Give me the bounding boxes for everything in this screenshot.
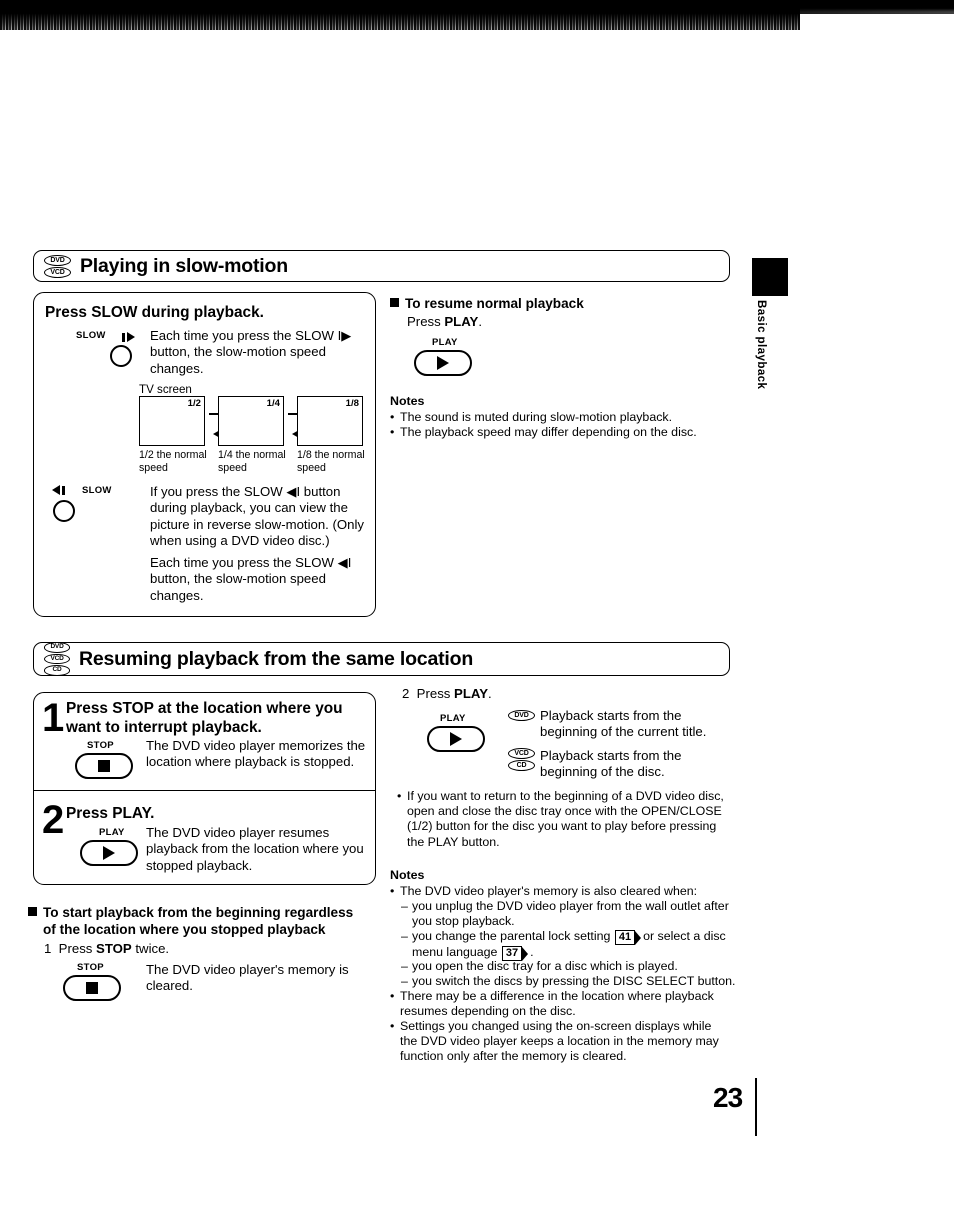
play-button[interactable] <box>427 726 485 752</box>
play-button-label: PLAY <box>432 337 458 348</box>
play-triangle-icon <box>450 732 462 746</box>
slow-reverse-label: SLOW <box>82 485 112 496</box>
play-triangle-icon <box>437 356 449 370</box>
step-description: The DVD video player resumes playback from the location where you stopped playback. <box>146 825 364 873</box>
slow-reverse-text-2: Each time you press the SLOW ◀I button, the slow-motion speed changes. <box>150 555 352 603</box>
disc-badge-dvd: DVD <box>508 710 535 721</box>
note-item: • There may be a difference in the location where playback resumes depending on the disc. <box>390 989 714 1019</box>
tv-screen-fraction: 1/8 <box>345 398 359 409</box>
scan-artifact-band <box>0 0 800 30</box>
tv-speed-label-half: 1/2 the normal speed <box>139 449 207 474</box>
section-title: Playing in slow-motion <box>80 254 288 277</box>
section-header-slow-motion <box>33 250 730 282</box>
stop-square-icon <box>98 760 110 772</box>
disc-note-vcd-cd-badges <box>508 748 535 771</box>
section-header-resuming-playback <box>33 642 730 676</box>
slow-reverse-button[interactable] <box>53 500 75 522</box>
disc-badge-dvd: DVD <box>44 255 71 266</box>
slow-reverse-icon <box>52 485 65 495</box>
stop-button-label: STOP <box>87 740 114 751</box>
note-item: • The DVD video player's memory is also cleared when: <box>390 884 698 898</box>
note-sub-item: – you unplug the DVD video player from the wall outlet after you stop playback. <box>401 899 729 929</box>
disc-badge-vcd: VCD <box>508 748 535 759</box>
note-sub-item-page-refs: – you change the parental lock setting 41 or select a disc menu language 37 . <box>401 929 726 959</box>
resume-normal-heading: To resume normal playback <box>390 295 584 312</box>
note-item: • The sound is muted during slow-motion playback. <box>390 410 673 424</box>
tv-screen-caption: TV screen <box>139 383 192 396</box>
tv-screen-eighth <box>297 396 363 446</box>
square-bullet-icon <box>28 907 37 916</box>
play-button-label: PLAY <box>99 827 125 838</box>
step-divider <box>34 790 375 791</box>
disc-badge-group <box>44 255 71 278</box>
page-rule <box>755 1078 757 1136</box>
disc-note-dvd-text: Playback starts from the beginning of the current title. <box>540 708 707 740</box>
slow-forward-text: Each time you press the SLOW I▶ button, the slow-motion speed changes. <box>150 328 352 376</box>
tv-speed-label-eighth: 1/8 the normal speed <box>297 449 365 474</box>
page-ref-37[interactable]: 37 <box>501 945 523 961</box>
note-sub-item: – you switch the discs by pressing the DISC SELECT button. <box>401 974 736 988</box>
disc-note-dvd-badge <box>508 710 535 721</box>
note-sub-item: – you open the disc tray for a disc which is played. <box>401 959 678 973</box>
disc-badge-vcd: VCD <box>44 654 70 665</box>
tv-screen-quarter <box>218 396 284 446</box>
page-ref-41[interactable]: 41 <box>614 929 636 945</box>
notes-title: Notes <box>390 394 425 408</box>
right-step-bullet: • If you want to return to the beginning of a DVD video disc, open and close the disc tray once with the OPEN/CLOSE (1/2) button for the disc you want to play before pressing the PLAY button. <box>397 789 724 849</box>
slow-reverse-text-1: If you press the SLOW ◀I button during playback, you can view the picture in reverse slow-motion. (Only when using a DVD video disc.) <box>150 484 365 549</box>
disc-badge-cd: CD <box>44 665 70 676</box>
note-item: • Settings you changed using the on-screen displays while the DVD video player keeps a location in the memory may function only after the memory is cleared. <box>390 1019 719 1064</box>
slow-forward-button[interactable] <box>110 345 132 367</box>
play-triangle-icon <box>103 846 115 860</box>
disc-badge-vcd: VCD <box>44 267 71 278</box>
step-heading: Press STOP at the location where you want to interrupt playback. <box>66 700 343 736</box>
resume-press-line: Press PLAY. <box>407 314 483 329</box>
note-item: • The playback speed may differ depending on the disc. <box>390 425 697 439</box>
side-tab-marker <box>752 258 788 296</box>
instruction-heading: Press SLOW during playback. <box>45 304 264 321</box>
tv-screen-half <box>139 396 205 446</box>
step-heading: Press PLAY. <box>66 805 155 822</box>
tv-speed-label-quarter: 1/4 the normal speed <box>218 449 286 474</box>
step-description: The DVD video player memorizes the location where playback is stopped. <box>146 738 366 770</box>
section-title: Resuming playback from the same location <box>79 647 474 670</box>
restart-description: The DVD video player's memory is cleared. <box>146 962 349 994</box>
stop-square-icon <box>86 982 98 994</box>
slow-forward-icon <box>122 332 135 342</box>
square-bullet-icon <box>390 298 399 307</box>
stop-button[interactable] <box>75 753 133 779</box>
page-number: 23 <box>713 1082 743 1113</box>
disc-badge-group <box>44 642 70 676</box>
slow-forward-label: SLOW <box>76 330 106 341</box>
step-number: 2 <box>42 798 63 842</box>
play-button-label: PLAY <box>440 713 466 724</box>
tv-screen-fraction: 1/2 <box>187 398 201 409</box>
play-button[interactable] <box>80 840 138 866</box>
side-tab-label: Basic playback <box>755 300 768 390</box>
stop-button[interactable] <box>63 975 121 1001</box>
tv-screen-fraction: 1/4 <box>266 398 280 409</box>
disc-note-vcd-cd-text: Playback starts from the beginning of the disc. <box>540 748 682 780</box>
stop-button-label: STOP <box>77 962 104 973</box>
right-step-line: 2 Press PLAY. <box>402 686 492 701</box>
restart-heading: To start playback from the beginning regardless of the location where you stopped playback <box>28 904 388 938</box>
scan-artifact-fade <box>790 0 954 14</box>
play-button[interactable] <box>414 350 472 376</box>
disc-badge-dvd: DVD <box>44 642 70 653</box>
disc-badge-cd: CD <box>508 760 535 771</box>
notes-title: Notes <box>390 868 425 882</box>
restart-step-line: 1 Press STOP twice. <box>44 941 170 956</box>
step-number: 1 <box>42 696 63 740</box>
